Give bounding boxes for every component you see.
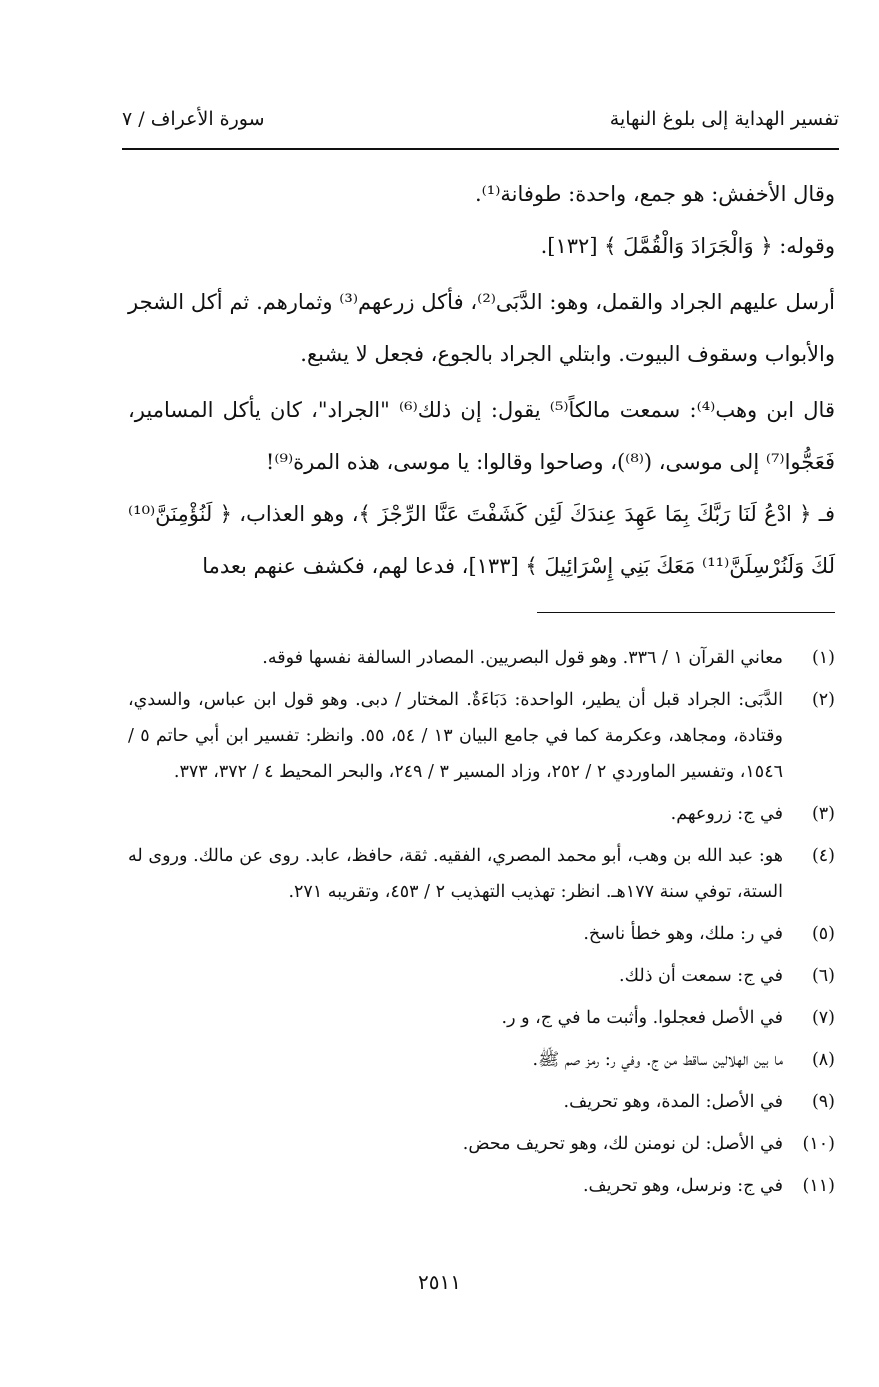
footnote-number: (٦): [811, 966, 835, 986]
footnote-4: [128, 838, 835, 910]
footnote-text: في الأصل: المدة، وهو تحريف.: [563, 1092, 783, 1112]
footnote-text: الدَّبَى: الجراد قبل أن يطير، الواحدة: دَبَاءَةٌ. المختار / دبى. وهو قول ابن عباس، والسدي، وقتادة، ومجاهد، وعكرمة كما في جامع البيان ١٣ / ٥٤، ٥٥. وانظر: تفسير ابن أبي حاتم ٥ / ١٥٤٦، وتفسير الماوردي ٢ / ٢٥٢، وزاد المسير ٣ / ٢٤٩، والبحر المحيط ٤ / ٣٧٢، ٣٧٣.: [128, 690, 783, 782]
footnote-text: في ج: ونرسل، وهو تحريف.: [582, 1176, 783, 1196]
footnote-number: (٧): [811, 1008, 835, 1028]
footnote-text: هو: عبد الله بن وهب، أبو محمد المصري، الفقيه. ثقة، حافظ، عابد. روى عن مالك. وروى له الستة، توفي سنة ١٧٧هـ. انظر: تهذيب التهذيب ٢ / ٤٥٣، وتقريبه ٢٧١.: [128, 846, 783, 902]
footnotes: [128, 640, 835, 1210]
paragraph-2: وقوله: ﴿ وَالْجَرَادَ وَالْقُمَّلَ ﴾ [١٣٢].: [540, 234, 835, 258]
footnote-8: [128, 1042, 835, 1078]
footnote-number: (٥): [811, 924, 835, 944]
main-text: [128, 168, 835, 592]
running-header: [122, 108, 839, 142]
footnote-text: ما بين الهلالين ساقط من ج. وفي ر: رمز صم ﷺ.: [532, 1050, 783, 1070]
paragraph-4: قال ابن وهب⁽⁴⁾: سمعت مالكاً⁽⁵⁾ يقول: إن ذلك⁽⁶⁾ "الجراد"، كان يأكل المسامير، فَعَجُّوا⁽⁷⁾ إلى موسى، (⁽⁸⁾)، وصاحوا وقالوا: يا موسى، هذه المرة⁽⁹⁾!: [128, 398, 835, 474]
footnote-text: في ر: ملك، وهو خطأ ناسخ.: [583, 924, 783, 944]
footnote-rule: [537, 612, 835, 613]
footnote-number: (١): [811, 648, 835, 668]
book-title: تفسير الهداية إلى بلوغ النهاية: [609, 108, 839, 130]
footnote-number: (٣): [811, 804, 835, 824]
footnote-text: في ج: سمعت أن ذلك.: [619, 966, 783, 986]
paragraph-3: أرسل عليهم الجراد والقمل، وهو: الدَّبَى⁽²⁾، فأكل زرعهم⁽³⁾ وثمارهم. ثم أكل الشجر والأبواب وسقوف البيوت. وابتلي الجراد بالجوع، فجعل لا يشبع.: [128, 290, 835, 366]
footnote-number: (٤): [811, 846, 835, 866]
footnote-2: [128, 682, 835, 790]
paragraph-5: فـ ﴿ ادْعُ لَنَا رَبَّكَ بِمَا عَهِدَ عِندَكَ لَئِن كَشَفْتَ عَنَّا الرِّجْزَ ﴾، وهو العذاب، ﴿ لَنُؤْمِنَنَّ⁽¹⁰⁾ لَكَ وَلَنُرْسِلَنَّ⁽¹¹⁾ مَعَكَ بَنِي إِسْرَائِيلَ ﴾ [١٣٣]، فدعا لهم، فكشف عنهم بعدما: [128, 502, 835, 578]
footnote-number: (٢): [811, 690, 835, 710]
paragraph-1: وقال الأخفش: هو جمع، واحدة: طوفانة⁽¹⁾.: [474, 182, 835, 206]
footnote-5: [128, 916, 835, 952]
footnote-7: [128, 1000, 835, 1036]
footnote-11: [128, 1168, 835, 1204]
footnote-number: (١٠): [802, 1134, 835, 1154]
footnote-text: في ج: زروعهم.: [670, 804, 783, 824]
surah-label: سورة الأعراف / ٧: [122, 108, 265, 130]
footnote-10: [128, 1126, 835, 1162]
header-rule: [122, 148, 839, 150]
footnote-text: في الأصل فعجلوا. وأثبت ما في ج، و ر.: [501, 1008, 783, 1028]
page-number: ٢٥١١: [418, 1270, 461, 1294]
footnote-3: [128, 796, 835, 832]
footnote-6: [128, 958, 835, 994]
footnote-number: (٩): [811, 1092, 835, 1112]
footnote-number: (١١): [802, 1176, 835, 1196]
footnote-text: في الأصل: لن نومنن لك، وهو تحريف محض.: [462, 1134, 783, 1154]
footnote-number: (٨): [811, 1050, 835, 1070]
footnote-text: معاني القرآن ١ / ٣٣٦. وهو قول البصريين. المصادر السالفة نفسها فوقه.: [262, 648, 783, 668]
footnote-1: [128, 640, 835, 676]
footnote-9: [128, 1084, 835, 1120]
